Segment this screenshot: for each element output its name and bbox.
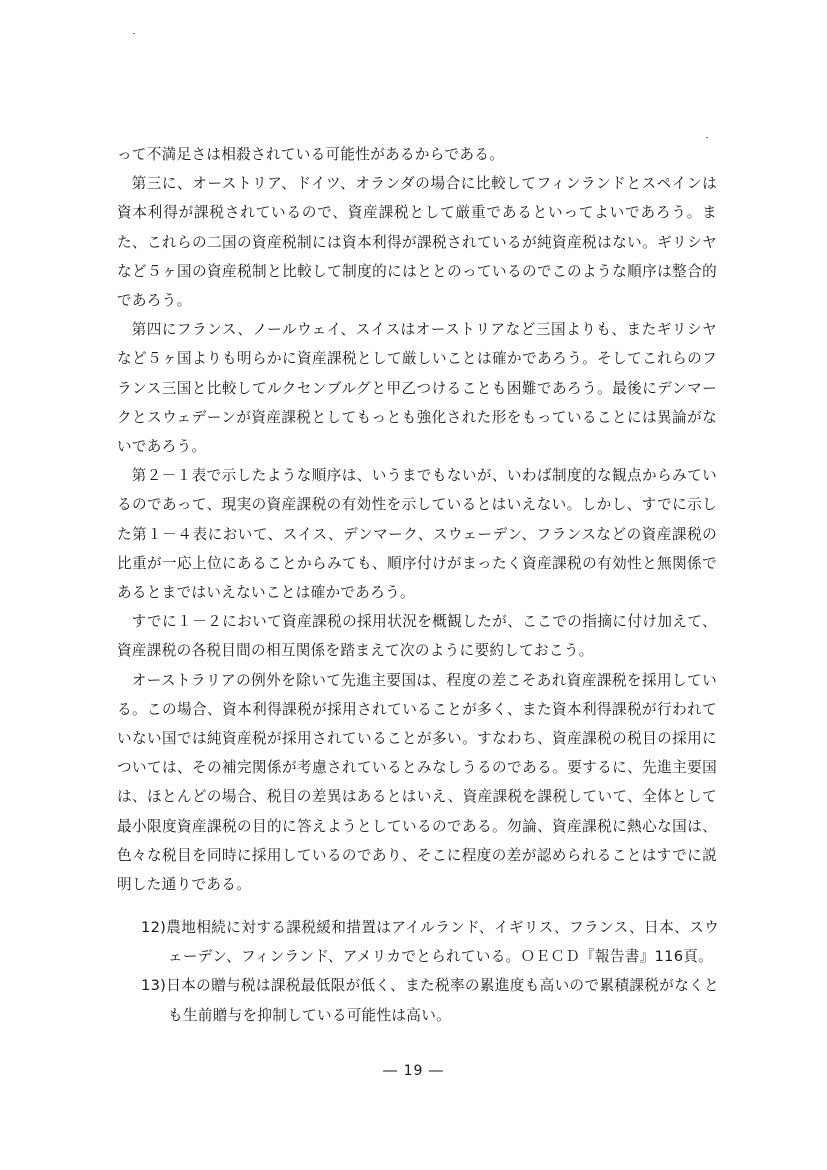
paragraph: って不満足さは相殺されている可能性があるからである。 (117, 146, 505, 163)
footnote: 13)日本の贈与税は課税最低限が低く、また税率の累進度も高いので累積課税がなくとも生前贈与を抑制している可能性は高い。 (141, 977, 719, 1024)
body-text (117, 140, 717, 899)
paragraph: 第三に、オーストリア、ドイツ、オランダの場合に比較してフィンランドとスペインは資本利得が課税されているので、資産課税として厳重であるといってよいであろう。また、これらの二国の資産税制には資本利得が課税されているが純資産税はない。ギリシヤなど５ヶ国の資産税制と比較して制度的にはととのっているのでこのような順序は整合的であろう。 (117, 175, 717, 310)
footnotes (141, 913, 719, 1030)
page-number: ― 19 ― (383, 1063, 444, 1079)
paragraph: すでに１－２において資産課税の採用状況を概観したが、ここでの指摘に付け加えて、資産課税の各税目間の相互関係を踏まえて次のように要約しておこう。 (117, 613, 717, 660)
footnote: 12)農地相続に対する課税緩和措置はアイルランド、イギリス、フランス、日本、スウェーデン、フィンランド、アメリカでとられている。ＯＥＣＤ『報告書』116頁。 (141, 919, 719, 966)
scan-speck (133, 33, 135, 34)
paragraph: 第２－１表で示したような順序は、いうまでもないが、いわば制度的な観点からみているのであって、現実の資産課税の有効性を示しているとはいえない。しかし、すでに示した第１－４表において、スイス、デンマーク、スウェーデン、フランスなどの資産課税の比重が一応上位にあることからみても、順序付けがまったく資産課税の有効性と無関係であるとまではいえないことは確かであろう。 (117, 467, 717, 602)
paragraph: オーストラリアの例外を除いて先進主要国は、程度の差こそあれ資産課税を採用している。この場合、資本利得課税が採用されていることが多く、また資本利得課税が行われていない国では純資産税が採用されていることが多い。すなわち、資産課税の税目の採用については、その補完関係が考慮されているとみなしうるのである。要するに、先進主要国は、ほとんどの場合、税目の差異はあるとはいえ、資産課税を課税していて、全体として最小限度資産課税の目的に答えようとしているのである。勿論、資産課税に熱心な国は、色々な税目を同時に採用しているのであり、そこに程度の差が認められることはすでに説明した通りである。 (117, 671, 717, 894)
scan-speck (706, 137, 708, 138)
paragraph: 第四にフランス、ノールウェイ、スイスはオーストリアなど三国よりも、またギリシヤなど５ヶ国よりも明らかに資産課税として厳しいことは確かであろう。そしてこれらのフランス三国と比較してルクセンブルグと甲乙つけることも困難であろう。最後にデンマークとスウェデーンが資産課税としてもっとも強化された形をもっていることには異論がないであろう。 (117, 321, 717, 456)
